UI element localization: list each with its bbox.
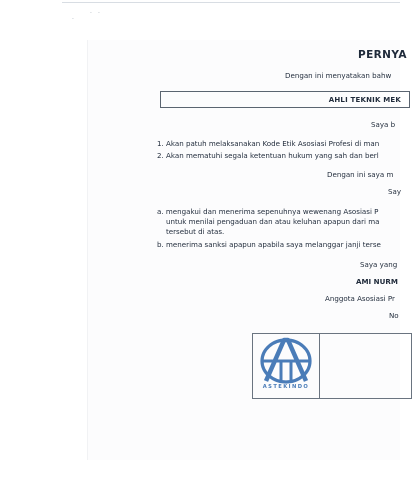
- document-title: PERNYA: [358, 49, 407, 61]
- scan-speck: ·: [90, 10, 92, 17]
- scan-edge-line: [62, 2, 400, 3]
- commitment-item: 2. Akan mematuhi segala ketentuan hukum yang sah dan berl: [157, 151, 379, 160]
- logo-cell: [253, 334, 320, 398]
- say-line: Say: [388, 187, 402, 196]
- logo-table: [252, 333, 412, 399]
- position-box: [160, 91, 410, 108]
- saya-b-text: Saya b: [371, 120, 396, 129]
- commitment-item: 1. Akan patuh melaksanakan Kode Etik Asosiasi Profesi di man: [157, 139, 380, 148]
- point-item: a. mengakui dan menerima sepenuhnya wewenang Asosiasi P: [157, 207, 379, 216]
- membership-line: Anggota Asosiasi Pr: [325, 294, 395, 303]
- scan-speck: ·: [72, 16, 74, 23]
- position-label: AHLI TEKNIK MEK: [328, 96, 401, 104]
- scan-speck: ·: [98, 10, 100, 17]
- intro-statement: Dengan ini menyatakan bahw: [285, 71, 392, 80]
- signatory-name: AMI NURM: [356, 277, 398, 286]
- point-item: b. menerima sanksi apapun apabila saya melanggar janji terse: [157, 240, 381, 249]
- point-item-continued: untuk menilai pengaduan dan atau keluhan apapun dari ma: [166, 217, 380, 226]
- number-label: No: [389, 311, 399, 320]
- point-item-continued: tersebut di atas.: [166, 227, 225, 236]
- logo-wordmark: ASTEKINDO: [262, 384, 310, 390]
- declaration-line: Dengan ini saya m: [327, 170, 394, 179]
- saya-yang-text: Saya yang: [360, 260, 398, 269]
- astekindo-logo-icon: [257, 337, 315, 385]
